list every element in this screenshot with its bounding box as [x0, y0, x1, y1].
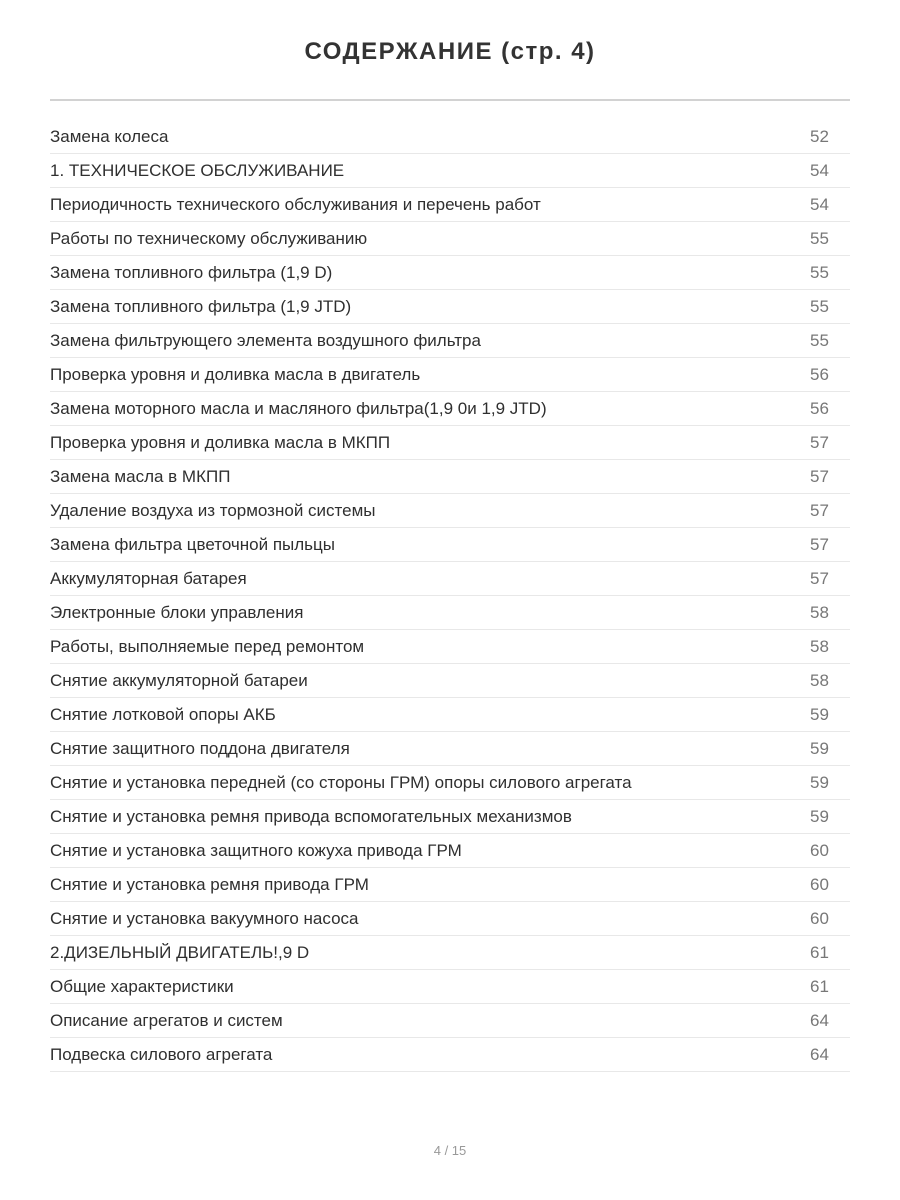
toc-entry-page: 57	[810, 433, 829, 452]
toc-entry[interactable]	[50, 766, 850, 800]
toc-entry-page: 59	[810, 807, 829, 826]
toc-entry[interactable]	[50, 936, 850, 970]
toc-entry[interactable]	[50, 834, 850, 868]
toc-entry-page: 54	[810, 195, 829, 214]
toc-entry-title: Снятие защитного поддона двигателя	[50, 739, 350, 758]
toc-entry-page: 55	[810, 331, 829, 350]
toc-entry[interactable]	[50, 1004, 850, 1038]
toc-entry-page: 59	[810, 739, 829, 758]
toc-entry-title: 2.ДИЗЕЛЬНЫЙ ДВИГАТЕЛЬ!,9 D	[50, 943, 310, 962]
toc-entry-page: 55	[810, 229, 829, 248]
toc-list	[50, 120, 850, 1072]
toc-entry-title: Электронные блоки управления	[50, 603, 304, 622]
toc-entry[interactable]	[50, 426, 850, 460]
toc-entry-page: 59	[810, 773, 829, 792]
toc-entry-page: 60	[810, 875, 829, 894]
toc-entry[interactable]	[50, 290, 850, 324]
toc-entry-title: Проверка уровня и доливка масла в МКПП	[50, 433, 391, 452]
page-title: СОДЕРЖАНИЕ (стр. 4)	[304, 38, 596, 65]
toc-entry-page: 64	[810, 1011, 829, 1030]
toc-entry[interactable]	[50, 222, 850, 256]
toc-entry-title: Подвеска силового агрегата	[50, 1045, 273, 1064]
toc-entry-title: Работы по техническому обслуживанию	[50, 229, 368, 248]
toc-entry[interactable]	[50, 358, 850, 392]
toc-entry[interactable]	[50, 970, 850, 1004]
toc-entry[interactable]	[50, 494, 850, 528]
toc-entry-title: Замена топливного фильтра (1,9 D)	[50, 263, 333, 282]
toc-entry-title: Замена моторного масла и масляного фильтра(1,9 0и 1,9 JTD)	[50, 399, 547, 418]
toc-entry-page: 54	[810, 161, 829, 180]
toc-entry[interactable]	[50, 392, 850, 426]
toc-entry-title: Периодичность технического обслуживания и перечень работ	[50, 195, 541, 214]
toc-entry-page: 61	[810, 943, 829, 962]
toc-entry[interactable]	[50, 698, 850, 732]
toc-entry-title: Замена масла в МКПП	[50, 467, 231, 486]
toc-entry-title: Снятие лотковой опоры АКБ	[50, 705, 276, 724]
toc-entry-title: Снятие и установка вакуумного насоса	[50, 909, 359, 928]
toc-entry[interactable]	[50, 800, 850, 834]
toc-entry-page: 59	[810, 705, 829, 724]
toc-entry[interactable]	[50, 902, 850, 936]
toc-entry-title: Общие характеристики	[50, 977, 234, 996]
toc-entry-page: 52	[810, 127, 829, 146]
toc-entry-page: 58	[810, 671, 829, 690]
toc-entry-title: Аккумуляторная батарея	[50, 569, 247, 588]
toc-entry-title: Снятие и установка ремня привода вспомогательных механизмов	[50, 807, 572, 826]
toc-entry-title: Проверка уровня и доливка масла в двигатель	[50, 365, 421, 384]
toc-entry-page: 60	[810, 841, 829, 860]
toc-entry-page: 56	[810, 365, 829, 384]
toc-entry[interactable]	[50, 460, 850, 494]
toc-entry-page: 64	[810, 1045, 829, 1064]
toc-entry-title: Снятие аккумуляторной батареи	[50, 671, 308, 690]
toc-entry[interactable]	[50, 1038, 850, 1072]
toc-entry[interactable]	[50, 868, 850, 902]
toc-entry-title: Описание агрегатов и систем	[50, 1011, 283, 1030]
toc-entry[interactable]	[50, 324, 850, 358]
toc-entry[interactable]	[50, 120, 850, 154]
toc-entry[interactable]	[50, 732, 850, 766]
toc-entry[interactable]	[50, 528, 850, 562]
toc-entry-page: 57	[810, 467, 829, 486]
toc-entry-page: 55	[810, 263, 829, 282]
toc-entry-title: Снятие и установка передней (со стороны ГРМ) опоры силового агрегата	[50, 773, 632, 792]
toc-entry-title: Замена колеса	[50, 127, 169, 146]
toc-entry-title: Замена фильтра цветочной пыльцы	[50, 535, 335, 554]
toc-entry-title: Удаление воздуха из тормозной системы	[50, 501, 376, 520]
toc-entry-title: Снятие и установка ремня привода ГРМ	[50, 875, 369, 894]
toc-entry[interactable]	[50, 256, 850, 290]
title-divider	[50, 99, 850, 101]
toc-entry-page: 57	[810, 501, 829, 520]
toc-entry-page: 56	[810, 399, 829, 418]
toc-entry-title: Замена топливного фильтра (1,9 JTD)	[50, 297, 352, 316]
toc-entry-title: Работы, выполняемые перед ремонтом	[50, 637, 365, 656]
toc-entry[interactable]	[50, 630, 850, 664]
toc-entry-page: 58	[810, 603, 829, 622]
toc-entry-title: 1. ТЕХНИЧЕСКОЕ ОБСЛУЖИВАНИЕ	[50, 161, 345, 180]
toc-entry-page: 61	[810, 977, 829, 996]
toc-entry-page: 60	[810, 909, 829, 928]
toc-entry-page: 57	[810, 535, 829, 554]
toc-entry[interactable]	[50, 188, 850, 222]
toc-entry-page: 57	[810, 569, 829, 588]
page-indicator: 4 / 15	[433, 1143, 467, 1158]
toc-entry-title: Снятие и установка защитного кожуха привода ГРМ	[50, 841, 462, 860]
toc-entry[interactable]	[50, 154, 850, 188]
toc-entry-title: Замена фильтрующего элемента воздушного фильтра	[50, 331, 481, 350]
toc-entry-page: 55	[810, 297, 829, 316]
toc-entry[interactable]	[50, 664, 850, 698]
toc-entry[interactable]	[50, 596, 850, 630]
toc-entry[interactable]	[50, 562, 850, 596]
toc-entry-page: 58	[810, 637, 829, 656]
